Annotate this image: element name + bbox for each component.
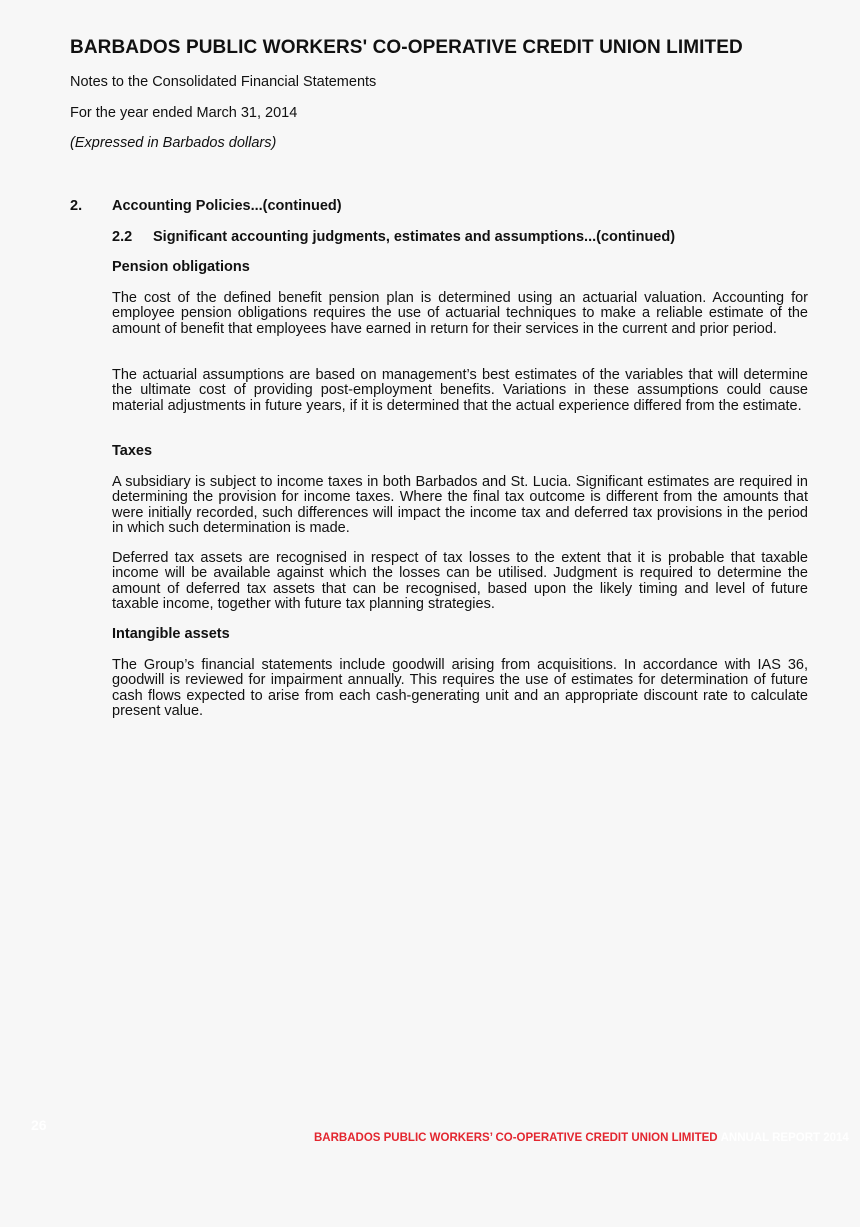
section-number: 2. [70,198,83,214]
reporting-period: For the year ended March 31, 2014 [70,105,298,121]
pension-paragraph-1-block [112,291,808,337]
footer-org-name: BARBADOS PUBLIC WORKERS’ CO-OPERATIVE CREDIT UNION LIMITED [314,1132,718,1144]
taxes-paragraph-1: A subsidiary is subject to income taxes in both Barbados and St. Lucia. Significant estimates are required in determining the provision for income taxes. Where the final tax outcome is different from the amounts that were initially recorded, such differences will impact the income tax and deferred tax provisions in the period in which such determination is made. [112,474,808,537]
subsection-heading [112,229,675,245]
intangible-paragraph-1-block [112,658,808,720]
section-heading [70,198,342,214]
pension-section [112,259,808,276]
taxes-paragraph-2-block [112,551,808,613]
pension-heading: Pension obligations [112,259,250,275]
pension-paragraph-2-block [112,368,808,414]
footer-report-label: ANNUAL REPORT 2014 [720,1132,849,1144]
taxes-section [112,443,808,460]
taxes-heading: Taxes [112,443,153,459]
currency-note: (Expressed in Barbados dollars) [70,135,277,151]
page-title: BARBADOS PUBLIC WORKERS' CO-OPERATIVE CREDIT UNION LIMITED [70,37,743,58]
taxes-paragraph-2: Deferred tax assets are recognised in respect of tax losses to the extent that it is probable that taxable income will be available against which the losses can be utilised. Judgment is required to determine the amount of deferred tax assets that can be recognised, based upon the likely timing and level of future taxable income, together with future tax planning strategies. [112,550,808,613]
section-title: Accounting Policies...(continued) [112,198,342,214]
page-number: 26 [31,1117,47,1133]
intangible-heading: Intangible assets [112,626,230,642]
subsection-title: Significant accounting judgments, estimates and assumptions...(continued) [153,229,676,245]
footer [314,1132,849,1144]
intangible-section [112,626,808,643]
taxes-paragraph-1-block [112,475,808,537]
intangible-paragraph-1: The Group’s financial statements include goodwill arising from acquisitions. In accordance with IAS 36, goodwill is reviewed for impairment annually. This requires the use of estimates for determination of future cash flows expected to arise from each cash-generating unit and an appropriate discount rate to calculate present value. [112,657,808,720]
document-subtitle: Notes to the Consolidated Financial Statements [70,74,377,90]
pension-paragraph-1: The cost of the defined benefit pension plan is determined using an actuarial valuation. Accounting for employee pension obligations requires the use of actuarial techniques to make a reliable estimate of the amount of benefit that employees have earned in return for their services in the current and prior period. [112,290,808,337]
pension-paragraph-2: The actuarial assumptions are based on management’s best estimates of the variables that will determine the ultimate cost of providing post-employment benefits. Variations in these assumptions could cause material adjustments in future years, if it is determined that the actual experience differed from the estimate. [112,367,808,414]
subsection-number: 2.2 [112,229,133,245]
